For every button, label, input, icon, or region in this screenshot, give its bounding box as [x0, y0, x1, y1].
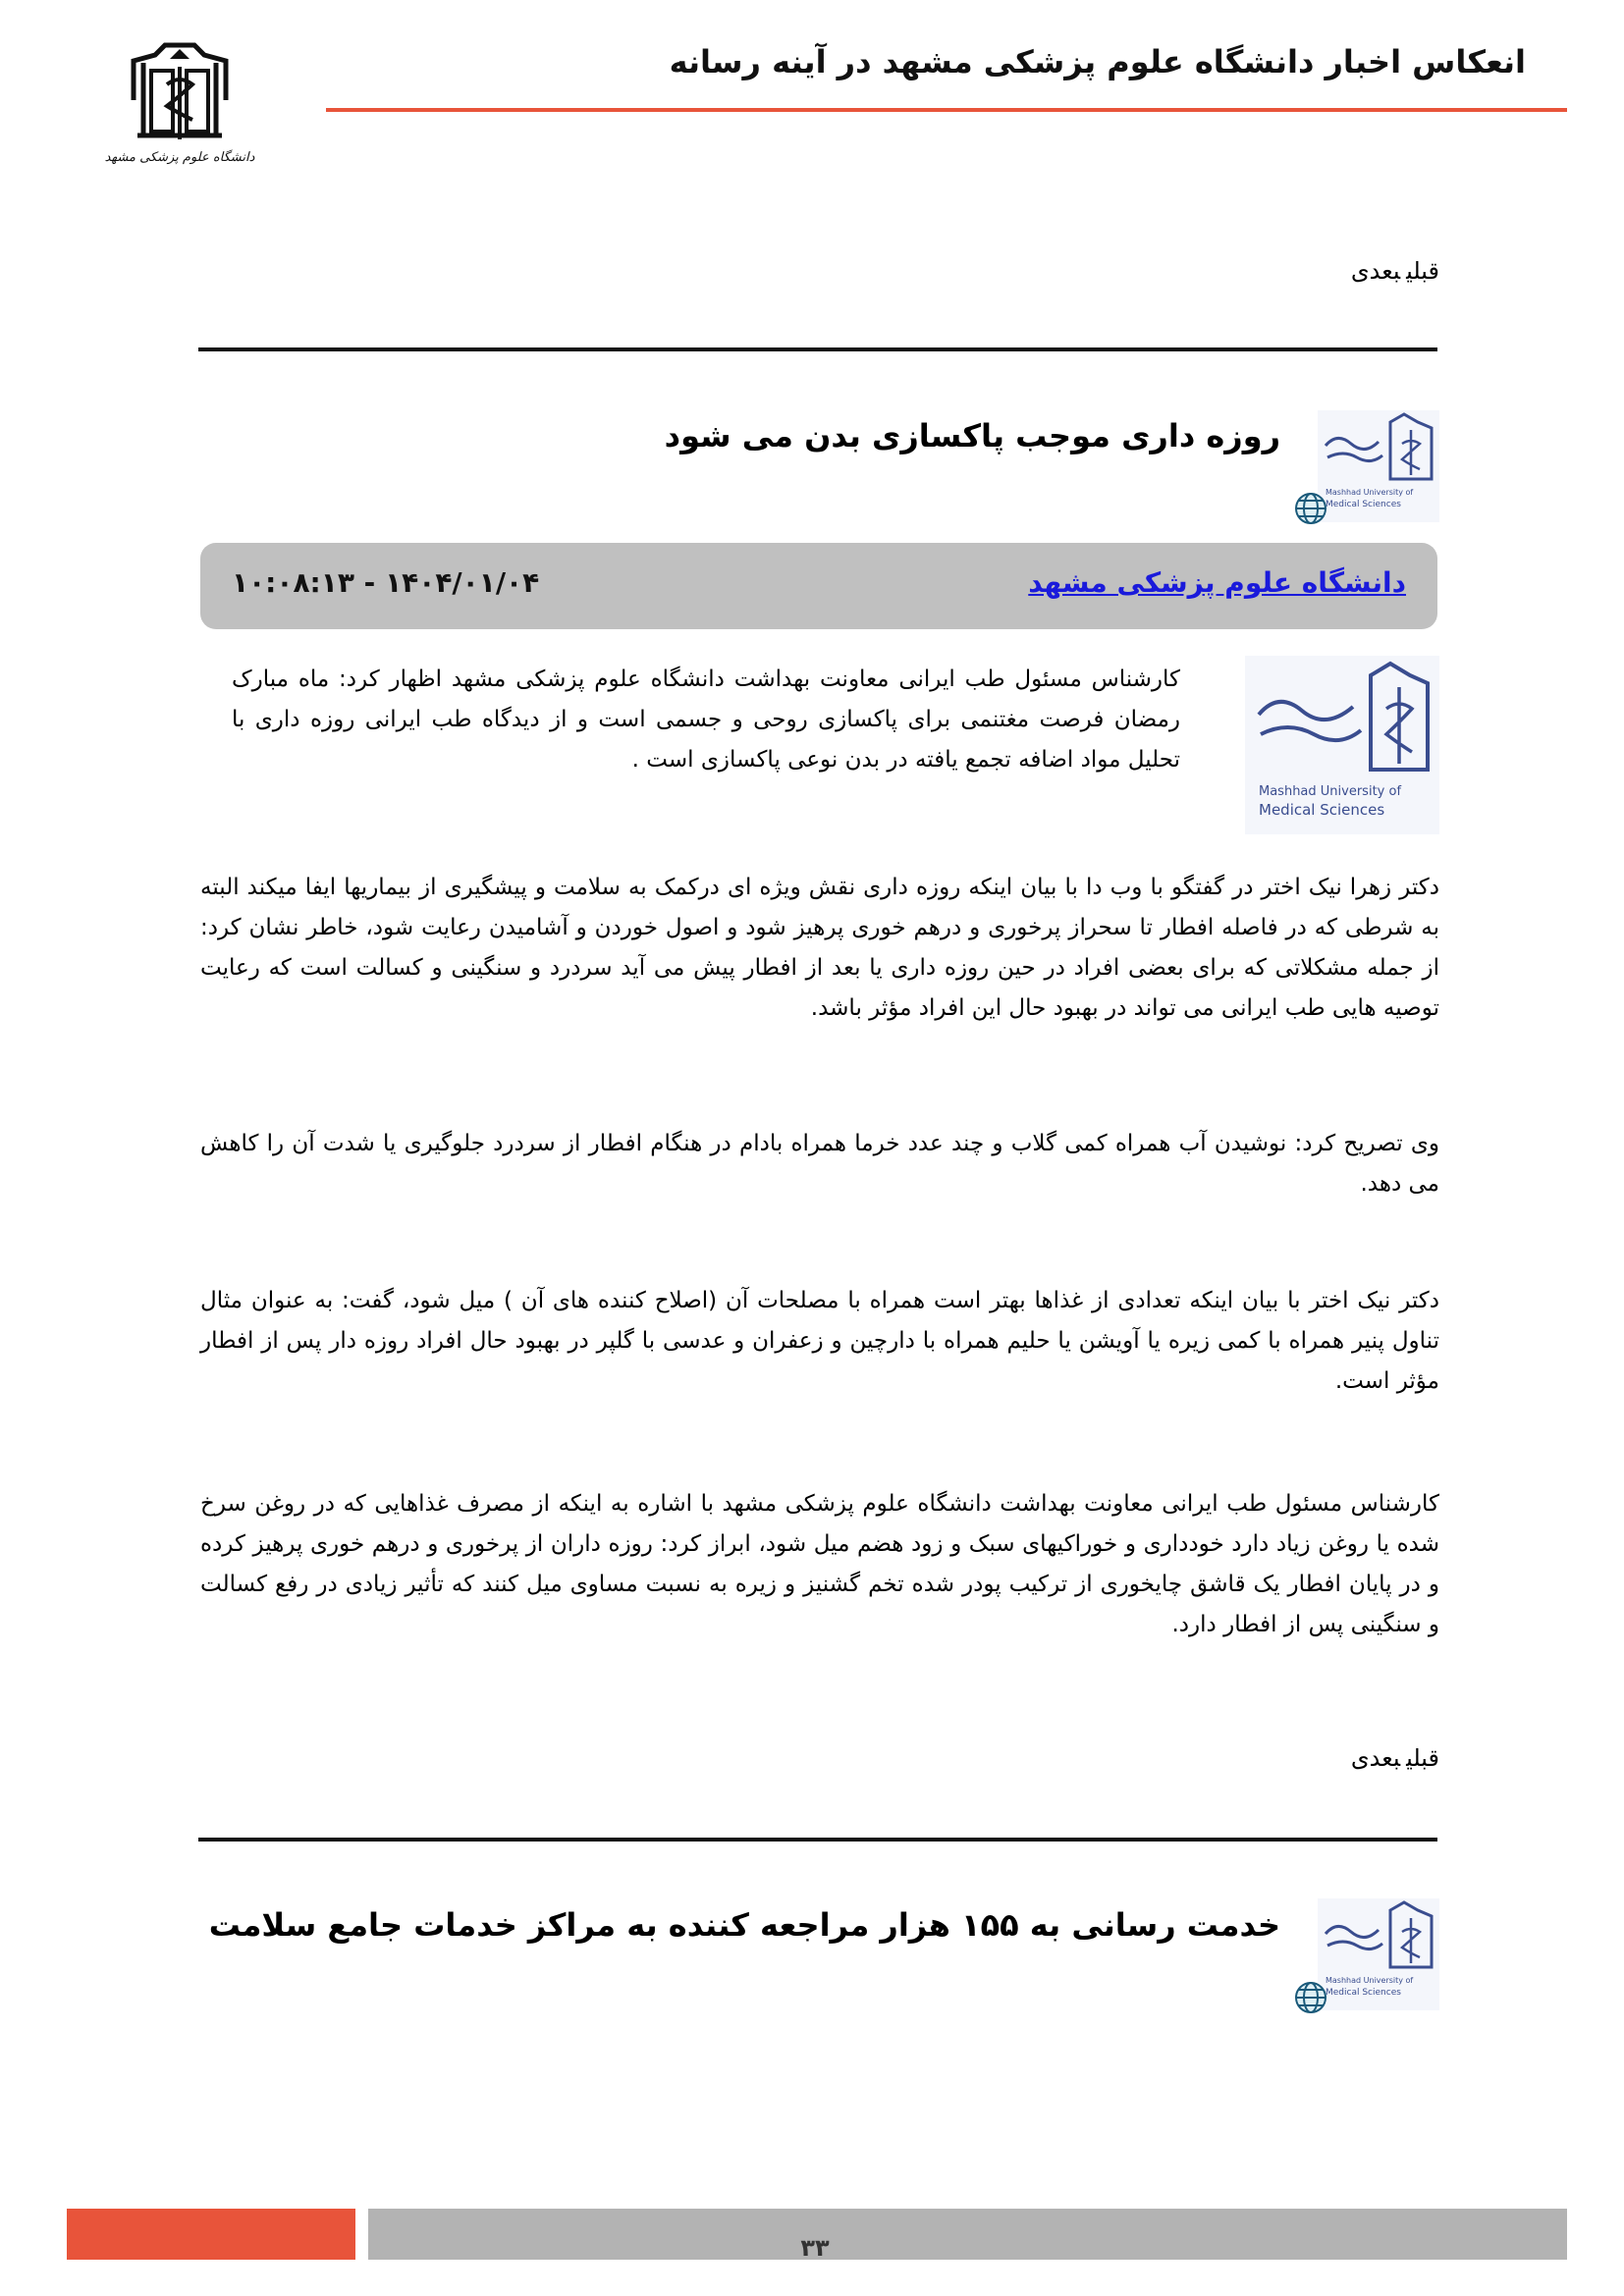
svg-text:Medical Sciences: Medical Sciences	[1326, 500, 1401, 509]
lead-image	[1245, 656, 1439, 834]
header-divider	[326, 108, 1567, 112]
globe-icon[interactable]	[1294, 492, 1327, 525]
next-article-thumbnail	[1318, 1898, 1439, 2010]
article-nav-bottom	[1145, 1744, 1439, 1772]
article-nav-top	[1145, 257, 1439, 285]
article-lead: کارشناس مسئول طب ایرانی معاونت بهداشت دانشگاه علوم پزشکی مشهد اظهار کرد: ماه مبارک رمضان فرصت مغتنمی برای پاکسازی روحی و جسمی است و از دیدگاه طب ایرانی روزه داری با تحلیل مواد اضافه تجمع یافته در بدن نوعی پاکسازی است .	[232, 667, 1180, 773]
source-link[interactable]: دانشگاه علوم پزشکی مشهد	[1028, 566, 1406, 599]
article-datetime: ۱۴۰۴/۰۱/۰۴ - ۱۰:۰۸:۱۳	[232, 566, 540, 599]
source-bar	[200, 543, 1437, 629]
article-paragraph: کارشناس مسئول طب ایرانی معاونت بهداشت دانشگاه علوم پزشکی مشهد با اشاره به اینکه از مصرف غذاهایی که در روغن سرخ شده یا روغن زیاد دارد خودداری و خوراکیهای سبک و زود هضم میل شود، ابراز کرد: روزه داران از پرخوری و درهم خوری پرهیز کرده و در پایان افطار یک قاشق چایخوری از ترکیب پودر شده تخم گشنیز و زیره به نسبت مساوی میل کنند که تأثیر زیادی در رفع کسالت و سنگینی پس از افطار دارد.	[200, 1491, 1439, 1637]
next-article-title[interactable]: خدمت رسانی به ۱۵۵ هزار مراجعه کننده به مراکز خدمات جامع سلامت	[208, 1906, 1280, 1944]
svg-text:Medical Sciences: Medical Sciences	[1326, 1988, 1401, 1998]
svg-text:دانشگاه علوم پزشکی مشهد: دانشگاه علوم پزشکی مشهد	[104, 150, 255, 165]
page-number: ۳۳	[800, 2234, 830, 2262]
svg-text:Medical Sciences: Medical Sciences	[1259, 801, 1385, 819]
article-paragraph: دکتر نیک اختر با بیان اینکه تعدادی از غذاها بهتر است همراه با مصلحات آن (اصلاح کننده های آن ) میل شود، گفت: به عنوان مثال تناول پنیر همراه با کمی زیره یا آویشن یا حلیم همراه با دارچین و زعفران و عدسی با گلپر در بهبود حال افراد روزه دار پس از افطار مؤثر است.	[200, 1288, 1439, 1394]
section-divider	[198, 1838, 1437, 1842]
svg-text:Mashhad University of: Mashhad University of	[1326, 1976, 1414, 1985]
university-logo	[104, 41, 255, 169]
article-thumbnail	[1318, 410, 1439, 522]
next-link[interactable]: بعدی	[1350, 1744, 1401, 1772]
footer-accent-bar	[67, 2209, 355, 2260]
section-divider	[198, 347, 1437, 351]
svg-text:Mashhad University of: Mashhad University of	[1326, 488, 1414, 497]
footer-bar	[368, 2209, 1567, 2260]
prev-link[interactable]: قبلی	[1406, 1744, 1439, 1772]
article-paragraph: وی تصریح کرد: نوشیدن آب همراه کمی گلاب و چند عدد خرما همراه بادام در هنگام افطار از سردرد جلوگیری یا شدت آن را کاهش می دهد.	[200, 1131, 1439, 1197]
svg-text:Mashhad University of: Mashhad University of	[1259, 784, 1402, 799]
globe-icon[interactable]	[1294, 1981, 1327, 2014]
next-link[interactable]: بعدی	[1350, 257, 1401, 285]
article-paragraph: دکتر زهرا نیک اختر در گفتگو با وب دا با بیان اینکه روزه داری نقش ویژه ای درکمک به سلامت و پیشگیری از بیماریها ایفا میکند البته به شرطی که در فاصله افطار تا سحراز پرخوری و درهم خوری پرهیز شود و اصول خوردن و آشامیدن رعایت شود، خاطر نشان کرد: از جمله مشکلاتی که برای بعضی افراد در حین روزه داری یا بعد از افطار پیش می آید سردرد و سنگینی و کسالت است که رعایت توصیه هایی طب ایرانی می تواند در بهبود حال این افراد مؤثر باشد.	[200, 875, 1439, 1021]
page-header-title: انعکاس اخبار دانشگاه علوم پزشکی مشهد در آینه رسانه	[669, 43, 1526, 80]
article-title[interactable]: روزه داری موجب پاکسازی بدن می شود	[664, 417, 1280, 454]
prev-link[interactable]: قبلی	[1406, 257, 1439, 285]
